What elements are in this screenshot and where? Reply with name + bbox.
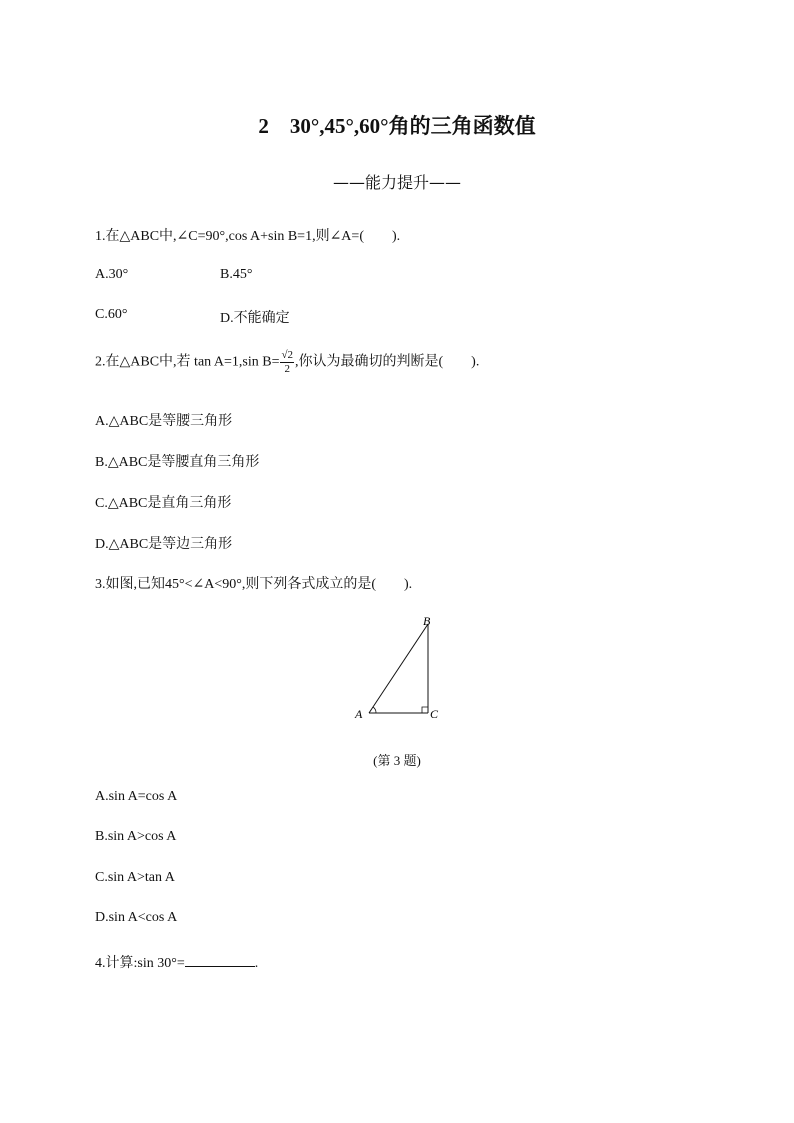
q1-option-d[interactable]: D.不能确定 — [220, 311, 290, 326]
figure-caption: (第 3 题) — [373, 753, 421, 768]
q2-option-d[interactable]: D.△ABC是等边三角形 — [95, 537, 233, 552]
q2-text-before: 2.在△ABC中,若 tan A=1,sin B= — [95, 354, 280, 370]
q2-fraction — [280, 350, 294, 375]
vertex-label-c: C — [430, 707, 439, 721]
question-4 — [95, 952, 258, 972]
question-1: 1.在△ABC中,∠C=90°,cos A+sin B=1,则∠A=( ). — [95, 229, 401, 244]
section-subtitle: ——能力提升—— — [332, 173, 461, 192]
q4-answer-blank[interactable] — [185, 954, 255, 967]
q2-fraction-numerator: √2 — [281, 349, 294, 361]
page-title: 2 30°,45°,60°角的三角函数值 — [258, 114, 536, 138]
q2-option-b[interactable]: B.△ABC是等腰直角三角形 — [95, 455, 260, 470]
question-2 — [95, 350, 479, 375]
question-3: 3.如图,已知45°<∠A<90°,则下列各式成立的是( ). — [95, 577, 413, 592]
q2-fraction-denominator: 2 — [284, 363, 290, 375]
q1-option-b[interactable]: B.45° — [220, 267, 253, 282]
q4-text: 4.计算:sin 30°= — [95, 956, 185, 971]
triangle-figure — [350, 610, 450, 725]
q2-option-a[interactable]: A.△ABC是等腰三角形 — [95, 414, 233, 429]
angle-a-arc — [373, 707, 376, 713]
q3-option-c[interactable]: C.sin A>tan A — [95, 870, 175, 885]
q1-option-a[interactable]: A.30° — [95, 267, 129, 282]
q3-option-b[interactable]: B.sin A>cos A — [95, 829, 177, 844]
q3-option-a[interactable]: A.sin A=cos A — [95, 789, 178, 804]
q3-option-d[interactable]: D.sin A<cos A — [95, 910, 178, 925]
right-angle-mark — [422, 707, 428, 713]
side-ab — [369, 624, 428, 713]
vertex-label-a: A — [355, 707, 363, 721]
q1-option-c[interactable]: C.60° — [95, 307, 128, 322]
q2-option-c[interactable]: C.△ABC是直角三角形 — [95, 496, 232, 511]
q2-text-after: ,你认为最确切的判断是( ). — [295, 354, 480, 370]
q4-end: . — [254, 956, 259, 971]
vertex-label-b: B — [423, 614, 431, 628]
